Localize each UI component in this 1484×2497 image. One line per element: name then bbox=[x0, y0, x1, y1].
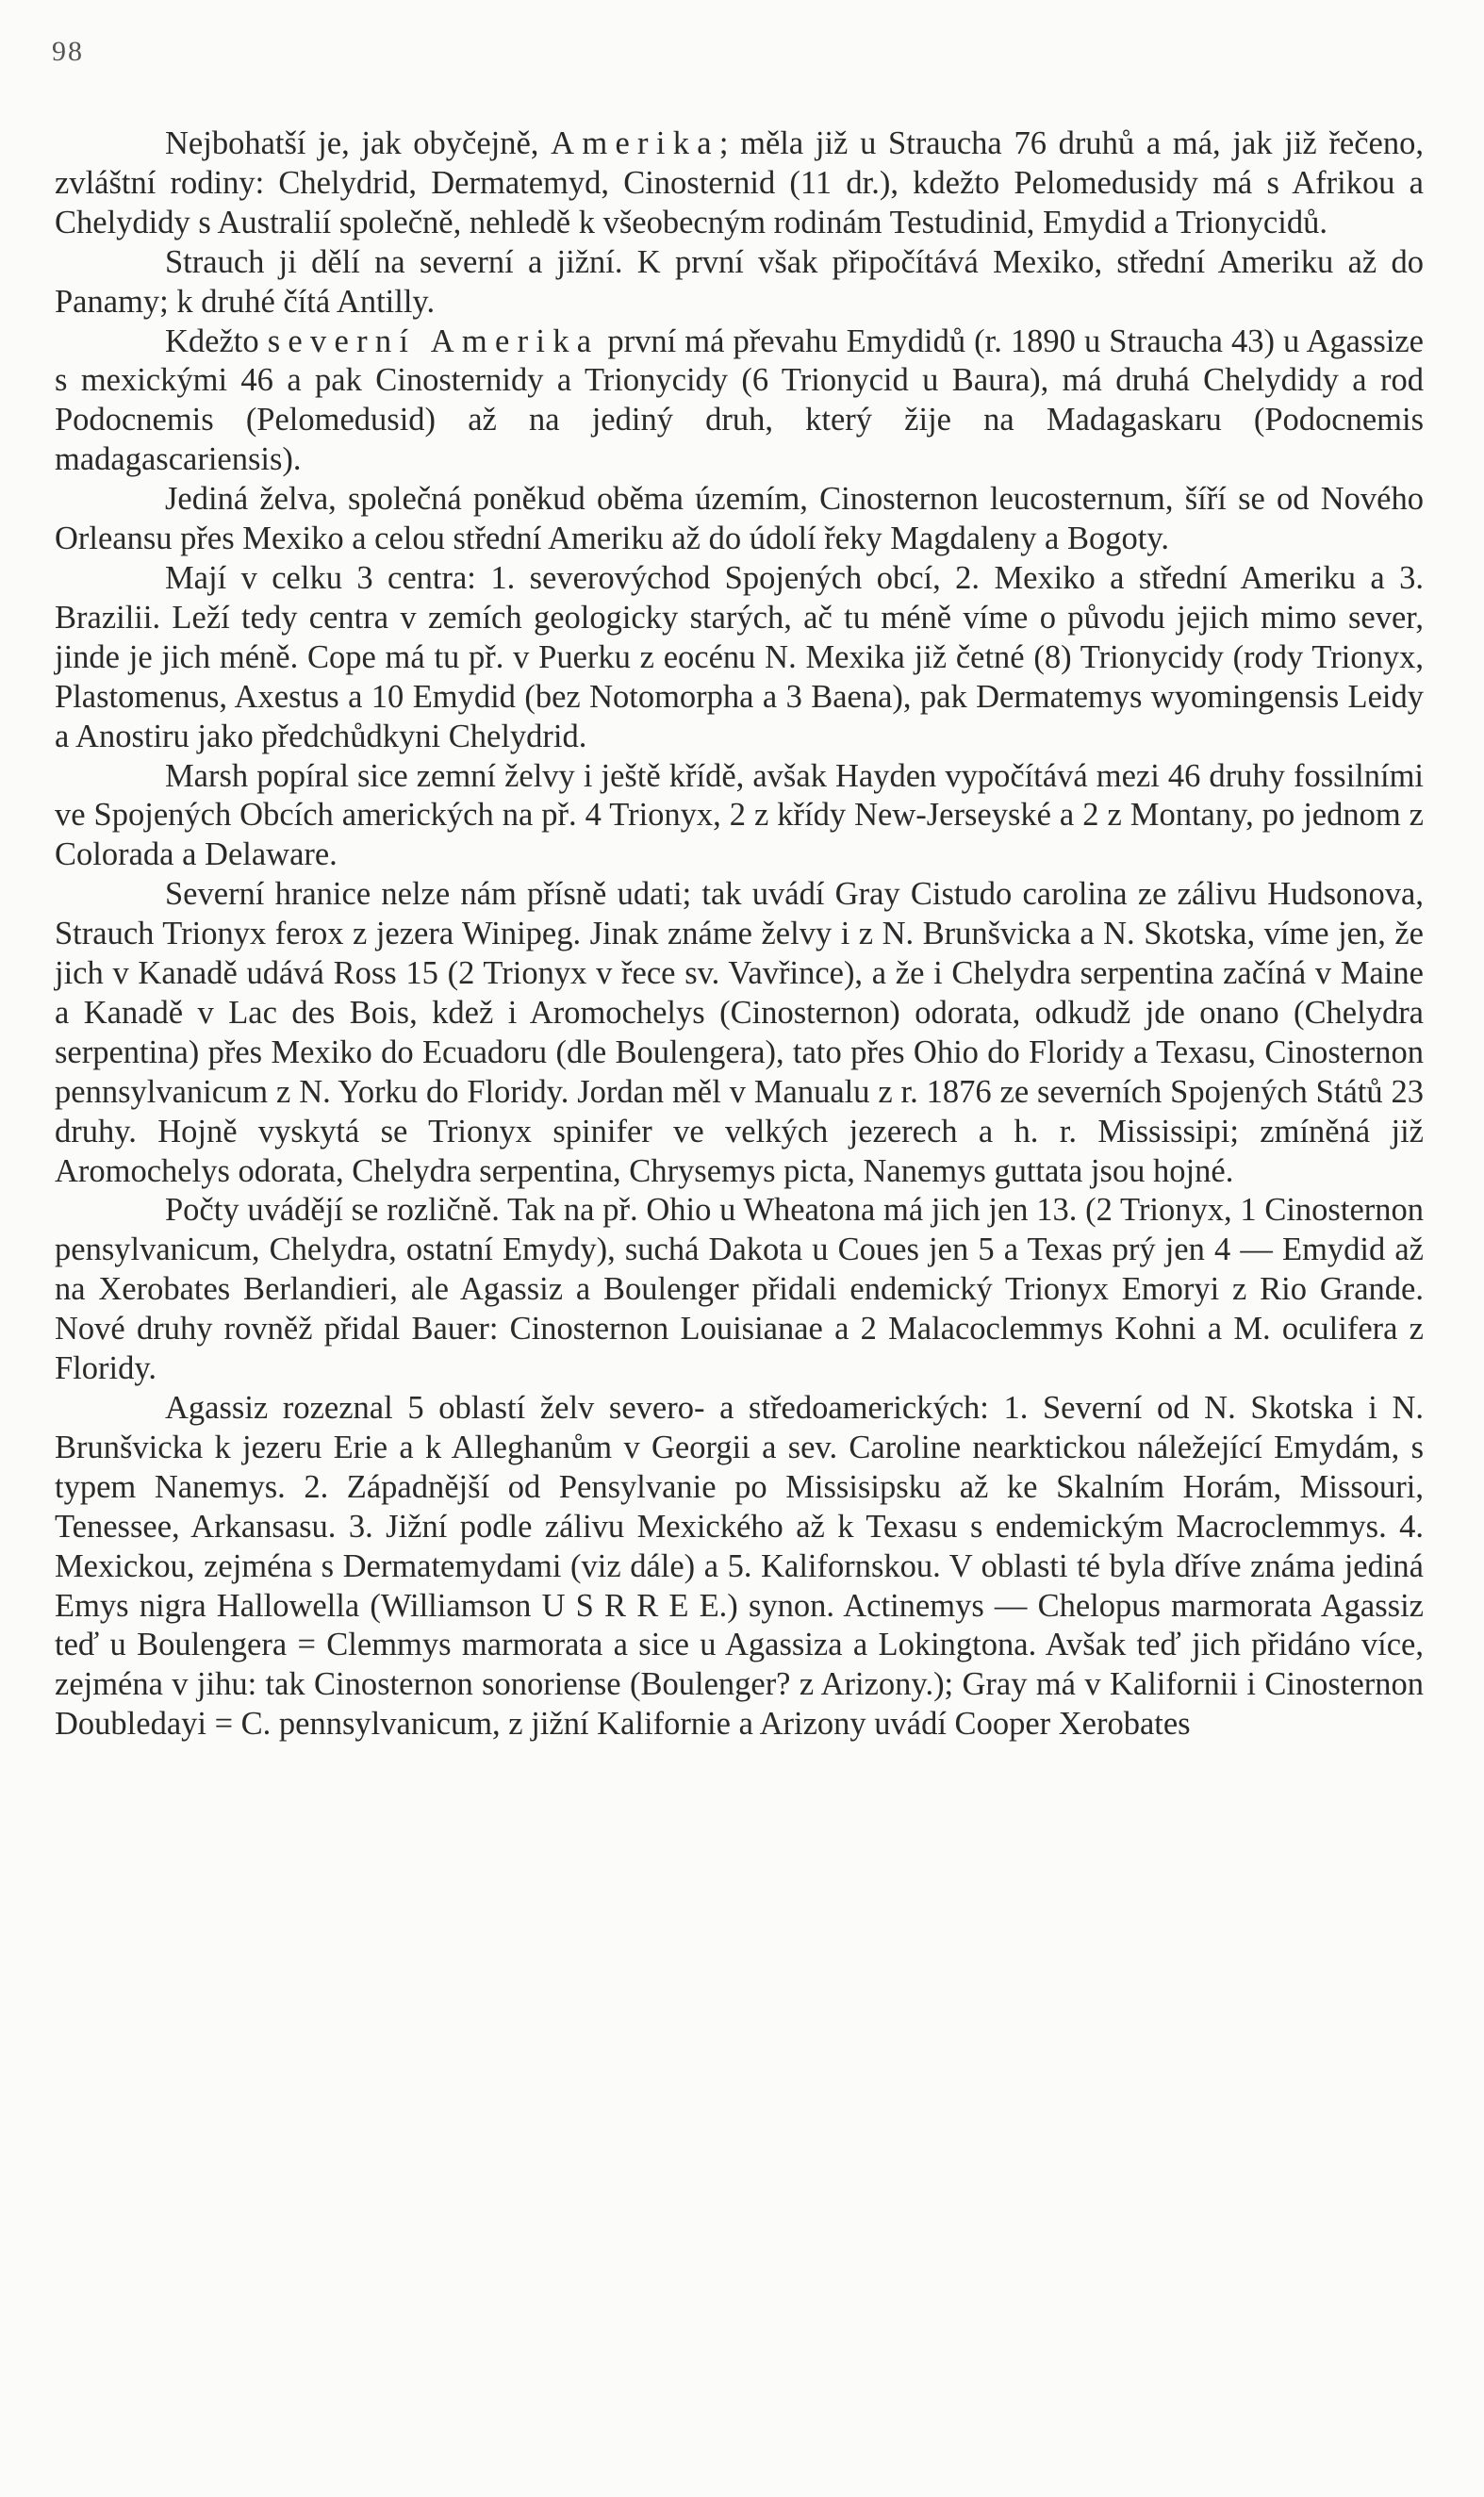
page-number: 98 bbox=[52, 36, 84, 67]
paragraph bbox=[55, 243, 1424, 322]
paragraph-text: Kdežto bbox=[165, 322, 268, 359]
paragraph-text: ; měla již u Straucha 76 druhů a má, jak již řečeno, zvláštní rodiny: Chelydrid, Dermatemyd, Cinosternid (11 dr.), kdežto Pelomedusidy má s Afrikou a Chelydidy s Australií společně, nehledě k všeobecným rodinám Testudinid, Emydid a Trionycidů. bbox=[55, 125, 1424, 240]
paragraph-text: Strauch ji dělí na severní a jižní. K první však připočítává Mexiko, střední Ameriku až do Panamy; k druhé čítá Antilly. bbox=[55, 243, 1424, 320]
paragraph bbox=[55, 1389, 1424, 1745]
paragraph bbox=[55, 875, 1424, 1191]
paragraph-text: Nejbohatší je, jak obyčejně, bbox=[165, 125, 552, 161]
paragraph-text: Počty uvádějí se rozličně. Tak na př. Ohio u Wheatona má jich jen 13. (2 Trionyx, 1 Cinosternon pensylvanicum, Chelydra, ostatní Emydy), suchá Dakota u Coues jen 5 a Texas prý jen 4 — Emydid až na Xerobates Berlandieri, ale Agassiz a Boulenger přidali endemický Trionyx Emoryi z Rio Grande. Nové druhy rovněž přidal Bauer: Cinosternon Louisianae a 2 Malacoclemmys Kohni a M. oculifera z Floridy. bbox=[55, 1192, 1424, 1387]
paragraph bbox=[55, 322, 1424, 481]
spaced-term: Amerika bbox=[551, 125, 719, 161]
paragraph bbox=[55, 1191, 1424, 1389]
paragraph bbox=[55, 559, 1424, 757]
paragraph-text: Marsh popíral sice zemní želvy i ještě křídě, avšak Hayden vypočítává mezi 46 druhy fossilními ve Spojených Obcích amerických na př. 4 Trionyx, 2 z křídy New-Jerseyské a 2 z Montany, po jednom z Colorada a Delaware. bbox=[55, 757, 1424, 873]
paragraph bbox=[55, 480, 1424, 559]
body-text bbox=[55, 124, 1424, 1745]
paragraph-text: Severní hranice nelze nám přísně udati; tak uvádí Gray Cistudo carolina ze zálivu Hudsonova, Strauch Trionyx ferox z jezera Winipeg. Jinak známe želvy i z N. Brunšvicka a N. Skotska, víme jen, že jich v Kanadě udává Ross 15 (2 Trionyx v řece sv. Vavřince), a že i Chelydra serpentina začíná v Maine a Kanadě v Lac des Bois, kdež i Aromochelys (Cinosternon) odorata, odkudž jde onano (Chelydra serpentina) přes Mexiko do Ecuadoru (dle Boulengera), tato přes Ohio do Floridy a Texasu, Cinosternon pennsylvanicum z N. Yorku do Floridy. Jordan měl v Manualu z r. 1876 ze severních Spojených Států 23 druhy. Hojně vyskytá se Trionyx spinifer ve velkých jezerech a h. r. Mississipi; zmíněná již Aromochelys odorata, Chelydra serpentina, Chrysemys picta, Nanemys guttata jsou hojné. bbox=[55, 876, 1424, 1189]
paragraph-text: Agassiz rozeznal 5 oblastí želv severo- a středoamerických: 1. Severní od N. Skotska i N. Brunšvicka k jezeru Erie a k Alleghanům v Georgii a sev. Caroline nearktickou náležející Emydám, s typem Nanemys. 2. Západnější od Pensylvanie po Missisipsku až ke Skalním Horám, Missouri, Tenessee, Arkansasu. 3. Jižní podle zálivu Mexického až k Texasu s endemickým Macroclemmys. 4. Mexickou, zejména s Dermatemydami (viz dále) a 5. Kalifornskou. V oblasti té byla dříve známa jediná Emys nigra Hallowella (Williamson U S R R E E.) synon. Actinemys — Chelopus marmorata Agassiz teď u Boulengera = Clemmys marmorata a sice u Agassiza a Lokingtona. Avšak teď jich přidáno více, zejména v jihu: tak Cinosternon sonoriense (Boulenger? z Arizony.); Gray má v Kalifornii i Cinosternon Doubledayi = C. pennsylvanicum, z jižní Kalifornie a Arizony uvádí Cooper Xerobates bbox=[55, 1390, 1424, 1743]
paragraph bbox=[55, 124, 1424, 243]
paragraph bbox=[55, 757, 1424, 876]
spaced-term: severní Amerika bbox=[267, 322, 600, 359]
paragraph-text: Mají v celku 3 centra: 1. severovýchod Spojených obcí, 2. Mexiko a střední Ameriku a 3. Brazilii. Leží tedy centra v zemích geologicky starých, ač tu méně víme o původu jejich mimo sever, jinde je jich méně. Cope má tu př. v Puerku z eocénu N. Mexika již četné (8) Trionycidy (rody Trionyx, Plastomenus, Axestus a 10 Emydid (bez Notomorpha a 3 Baena), pak Dermatemys wyomingensis Leidy a Anostiru jako předchůdkyni Chelydrid. bbox=[55, 559, 1424, 754]
paragraph-text: Jediná želva, společná poněkud oběma územím, Cinosternon leucosternum, šíří se od Nového Orleansu přes Mexiko a celou střední Ameriku až do údolí řeky Magdaleny a Bogoty. bbox=[55, 481, 1424, 557]
paragraph-text: první má převahu Emydidů (r. 1890 u Straucha 43) u Agassize s mexickými 46 a pak Cinosternidy a Trionycidy (6 Trionycid u Baura), má druhá Chelydidy a rod Podocnemis (Pelomedusid) až na jediný druh, který žije na Madagaskaru (Podocnemis madagascariensis). bbox=[55, 322, 1424, 478]
